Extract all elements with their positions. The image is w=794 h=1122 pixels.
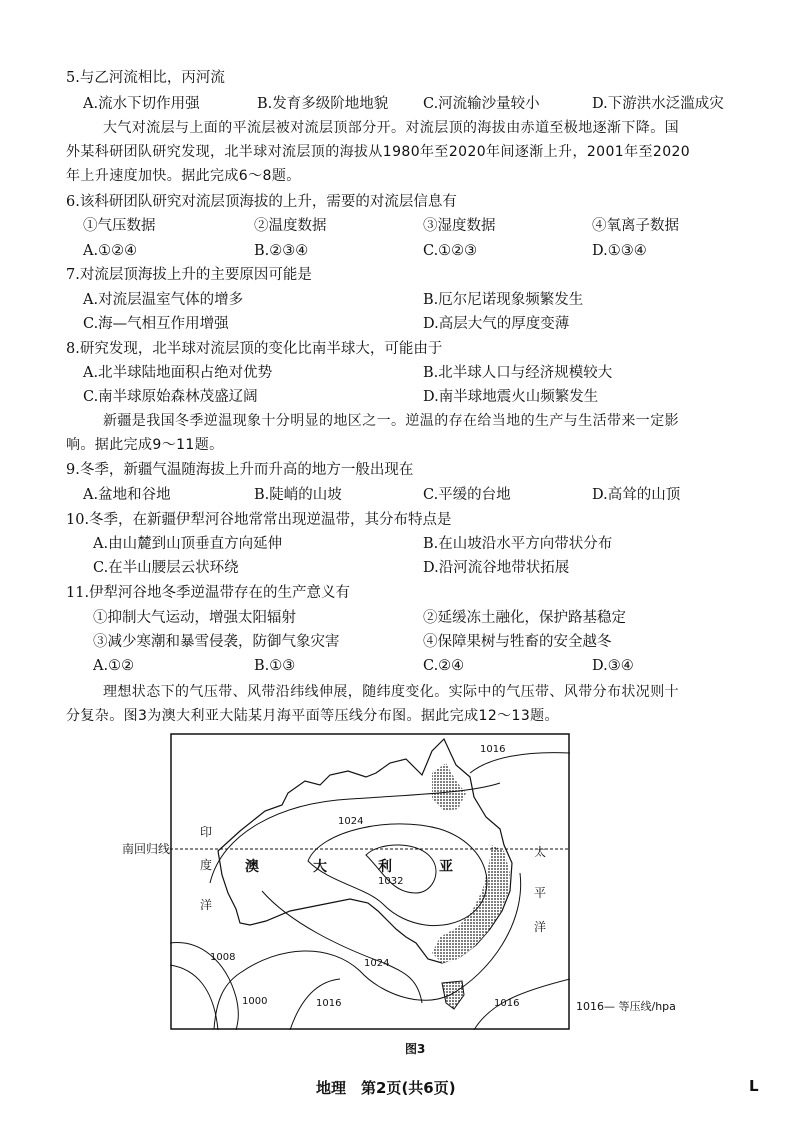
map-label-pacific-2: 平 [534,886,547,900]
q11-option-a: A.①② [93,658,135,674]
q11-item-4: ④保障果树与牲畜的安全越冬 [423,634,612,650]
q6-item-1: ①气压数据 [83,218,156,234]
passage2-line1: 新疆是我国冬季逆温现象十分明显的地区之一。逆温的存在给当地的生产与生活带来一定影 [103,413,679,429]
map-label-aus-2: 大 [313,859,327,875]
passage1-line2: 外某科研团队研究发现，北半球对流层顶的海拔从1980年至2020年间逐渐上升，2001年至2020 [66,144,691,160]
isobar-map [170,733,570,1030]
q6-item-4: ④氧离子数据 [592,218,679,234]
q9-option-c: C.平缓的台地 [423,487,511,503]
isobar-label-1016-se: 1016 [494,998,520,1009]
map-label-aus-4: 亚 [439,859,453,875]
q5-option-c: C.河流输沙量较小 [423,96,540,112]
q10-option-c: C.在半山腰层云状环绕 [93,560,239,576]
passage3-line2: 分复杂。图3为澳大利亚大陆某月海平面等压线分布图。据此完成12～13题。 [66,708,559,724]
q11-item-3: ③减少寒潮和暴雪侵袭，防御气象灾害 [93,634,340,650]
q8-option-a: A.北半球陆地面积占绝对优势 [83,365,273,381]
q6-stem: 6.该科研团队研究对流层顶海拔的上升，需要的对流层信息有 [66,194,457,210]
q7-option-d: D.高层大气的厚度变薄 [423,316,570,332]
q7-option-c: C.海—气相互作用增强 [83,316,229,332]
map-label-indian-2: 度 [200,858,213,872]
q5-option-d: D.下游洪水泛滥成灾 [592,96,724,112]
figure-caption: 图3 [405,1042,426,1056]
passage1-line3: 年上升速度加快。据此完成6～8题。 [66,168,301,184]
map-label-indian-3: 洋 [200,898,213,912]
q5-option-a: A.流水下切作用强 [83,96,200,112]
q6-item-2: ②温度数据 [254,218,327,234]
passage1-line1: 大气对流层与上面的平流层被对流层顶部分开。对流层顶的海拔由赤道至极地逐渐下降。国 [103,120,679,136]
isobar-label-1024: 1024 [338,816,364,827]
q11-option-b: B.①③ [254,658,296,674]
q5-stem: 5.与乙河流相比，丙河流 [66,70,225,86]
q10-stem: 10.冬季，在新疆伊犁河谷地常常出现逆温带，其分布特点是 [66,512,452,528]
page-footer: 地理 第2页(共6页) [316,1079,456,1097]
q6-option-a: A.①②④ [83,243,138,259]
passage3-line1: 理想状态下的气压带、风带沿纬线伸展，随纬度变化。实际中的气压带、风带分布状况则十 [103,684,679,700]
map-label-aus-1: 澳 [245,859,259,875]
q11-item-1: ①抑制大气运动，增强太阳辐射 [93,610,296,626]
q5-option-b: B.发育多级阶地地貌 [257,96,389,112]
q10-option-b: B.在山坡沿水平方向带状分布 [423,536,613,552]
map-label-indian-1: 印 [200,825,213,839]
isobar-label-1032: 1032 [378,876,404,887]
isobar-label-1024-south: 1024 [364,958,390,969]
q6-option-c: C.①②③ [423,243,478,259]
q6-option-b: B.②③④ [254,243,309,259]
q8-stem: 8.研究发现，北半球对流层顶的变化比南半球大，可能由于 [66,341,443,357]
q10-option-a: A.由山麓到山顶垂直方向延伸 [93,536,283,552]
q8-option-c: C.南半球原始森林茂盛辽阔 [83,389,258,405]
map-legend: 1016— 等压线/hpa [576,1000,676,1013]
q7-option-b: B.厄尔尼诺现象频繁发生 [423,292,584,308]
isobar-label-1016-sw: 1016 [316,998,342,1009]
q11-option-c: C.②④ [423,658,465,674]
q7-option-a: A.对流层温室气体的增多 [83,292,244,308]
map-label-aus-3: 利 [378,859,392,875]
paper-mark: L [749,1077,759,1095]
isobar-label-1008: 1008 [210,952,236,963]
q9-option-d: D.高耸的山顶 [592,487,681,503]
q11-item-2: ②延缓冻土融化，保护路基稳定 [423,610,626,626]
map-label-pacific-3: 洋 [534,920,547,934]
map-label-pacific-1: 太 [534,845,547,859]
q6-item-3: ③湿度数据 [423,218,496,234]
tropic-label: 南回归线 [122,842,171,856]
q9-stem: 9.冬季，新疆气温随海拔上升而升高的地方一般出现在 [66,462,414,478]
q10-option-d: D.沿河流谷地带状拓展 [423,560,570,576]
isobar-label-1016-ne: 1016 [480,744,506,755]
q9-option-a: A.盆地和谷地 [83,487,171,503]
q8-option-b: B.北半球人口与经济规模较大 [423,365,613,381]
isobar-label-1000: 1000 [242,996,268,1007]
passage2-line2: 响。据此完成9～11题。 [66,437,224,453]
q7-stem: 7.对流层顶海拔上升的主要原因可能是 [66,267,312,283]
q11-option-d: D.③④ [592,658,634,674]
q9-option-b: B.陡峭的山坡 [254,487,342,503]
q6-option-d: D.①③④ [592,243,647,259]
q11-stem: 11.伊犁河谷地冬季逆温带存在的生产意义有 [66,585,351,601]
q8-option-d: D.南半球地震火山频繁发生 [423,389,599,405]
